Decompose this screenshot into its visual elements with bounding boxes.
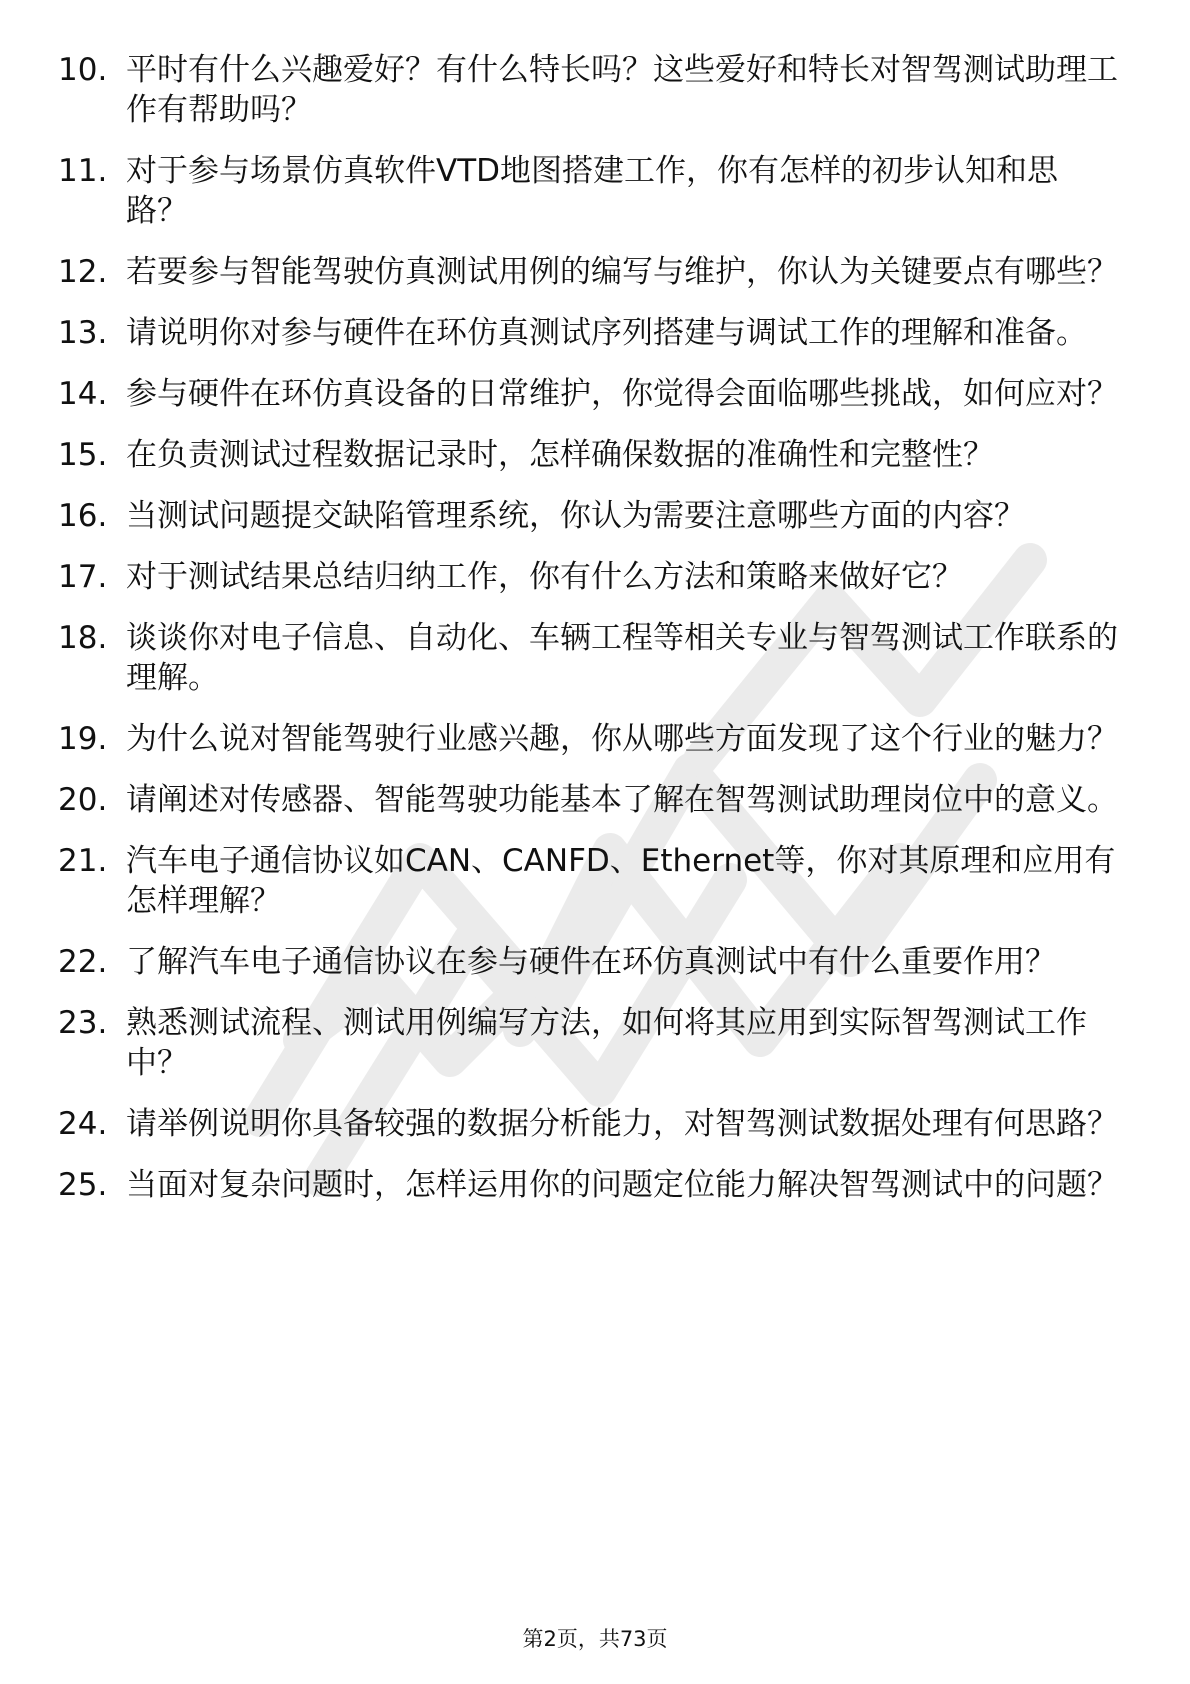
question-item: [58, 313, 1118, 353]
question-number: 11.: [58, 153, 108, 189]
question-item: [58, 942, 1118, 982]
question-item: [58, 1104, 1118, 1144]
question-text: 为什么说对智能驾驶行业感兴趣，你从哪些方面发现了这个行业的魅力？: [126, 721, 1118, 757]
question-number: 24.: [58, 1106, 108, 1142]
question-item: [58, 557, 1118, 597]
question-item: [58, 719, 1118, 759]
question-number: 10.: [58, 52, 108, 88]
question-text: 请阐述对传感器、智能驾驶功能基本了解在智驾测试助理岗位中的意义。: [126, 782, 1118, 818]
question-item: [58, 780, 1118, 820]
question-number: 25.: [58, 1167, 108, 1203]
question-number: 12.: [58, 254, 108, 290]
question-item: [58, 1003, 1118, 1083]
question-text: 请举例说明你具备较强的数据分析能力，对智驾测试数据处理有何思路？: [126, 1106, 1118, 1142]
question-text: 平时有什么兴趣爱好？有什么特长吗？这些爱好和特长对智驾测试助理工作有帮助吗？: [126, 52, 1118, 128]
question-number: 20.: [58, 782, 108, 818]
question-text: 在负责测试过程数据记录时，怎样确保数据的准确性和完整性？: [126, 437, 994, 473]
question-list: [58, 50, 1118, 1226]
question-text: 汽车电子通信协议如CAN、CANFD、Ethernet等，你对其原理和应用有怎样理解？: [126, 843, 1116, 919]
question-item: [58, 496, 1118, 536]
question-text: 参与硬件在环仿真设备的日常维护，你觉得会面临哪些挑战，如何应对？: [126, 376, 1118, 412]
question-text: 熟悉测试流程、测试用例编写方法，如何将其应用到实际智驾测试工作中？: [126, 1005, 1087, 1081]
question-item: [58, 618, 1118, 698]
page-footer: 第2页，共73页: [522, 1627, 668, 1651]
question-number: 19.: [58, 721, 108, 757]
question-item: [58, 252, 1118, 292]
question-item: [58, 151, 1118, 231]
question-number: 15.: [58, 437, 108, 473]
question-item: [58, 435, 1118, 475]
question-item: [58, 1165, 1118, 1205]
question-number: 22.: [58, 944, 108, 980]
question-number: 21.: [58, 843, 108, 879]
question-text: 对于测试结果总结归纳工作，你有什么方法和策略来做好它？: [126, 559, 963, 595]
question-number: 16.: [58, 498, 108, 534]
question-item: [58, 841, 1118, 921]
question-text: 请说明你对参与硬件在环仿真测试序列搭建与调试工作的理解和准备。: [126, 315, 1087, 351]
question-text: 若要参与智能驾驶仿真测试用例的编写与维护，你认为关键要点有哪些？: [126, 254, 1118, 290]
question-item: [58, 50, 1118, 130]
question-text: 了解汽车电子通信协议在参与硬件在环仿真测试中有什么重要作用？: [126, 944, 1056, 980]
question-text: 当测试问题提交缺陷管理系统，你认为需要注意哪些方面的内容？: [126, 498, 1025, 534]
question-number: 17.: [58, 559, 108, 595]
question-number: 18.: [58, 620, 108, 656]
question-text: 当面对复杂问题时，怎样运用你的问题定位能力解决智驾测试中的问题？: [126, 1167, 1118, 1203]
question-number: 13.: [58, 315, 108, 351]
question-text: 谈谈你对电子信息、自动化、车辆工程等相关专业与智驾测试工作联系的理解。: [126, 620, 1118, 696]
question-text: 对于参与场景仿真软件VTD地图搭建工作，你有怎样的初步认知和思路？: [126, 153, 1059, 229]
question-number: 14.: [58, 376, 108, 412]
question-number: 23.: [58, 1005, 108, 1041]
question-item: [58, 374, 1118, 414]
